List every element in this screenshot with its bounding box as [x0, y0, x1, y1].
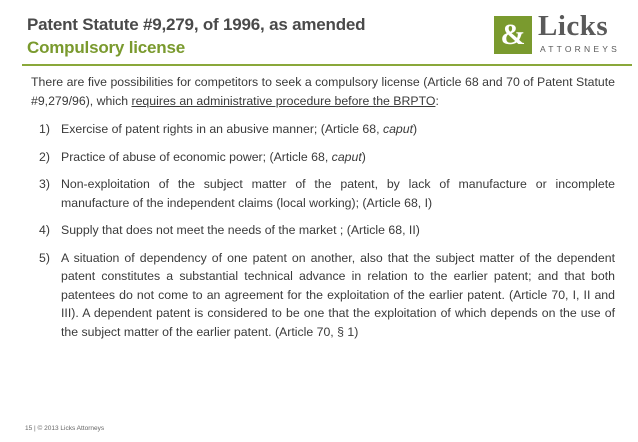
list-item-text: Supply that does not meet the needs of the market ; (Article 68, II): [61, 223, 420, 237]
title-divider: [22, 64, 632, 66]
list-item: [39, 120, 615, 139]
licks-logo: [494, 10, 628, 58]
intro-underlined-text: requires an administrative procedure before the BRPTO: [131, 94, 436, 108]
list-item-text: Practice of abuse of economic power; (Article 68,: [61, 149, 332, 164]
page-subtitle: Compulsory license: [27, 38, 185, 57]
list-item-number: 2): [39, 149, 50, 164]
slide-footer: 15 | © 2013 Licks Attorneys: [25, 425, 105, 432]
list-item-italic: caput: [331, 149, 362, 164]
list-item-number: 1): [39, 122, 50, 136]
ampersand-icon: &: [500, 18, 526, 51]
list-item-number: 3): [39, 177, 50, 191]
list-item: [39, 249, 615, 342]
list-item-text-end: ): [413, 122, 418, 136]
list-item-text: Exercise of patent rights in an abusive manner; (Article 68,: [61, 122, 383, 136]
list-item: [39, 175, 615, 212]
list-item-italic: caput: [382, 122, 414, 136]
list-item-number: 5): [39, 250, 50, 265]
possibilities-list: [39, 120, 615, 350]
list-item: [39, 221, 615, 240]
list-item-number: 4): [39, 223, 50, 237]
logo-name: Licks: [538, 10, 609, 42]
intro-paragraph: [31, 73, 615, 111]
list-item-text: A situation of dependency of one patent on another, also that the subject matter of the dependent patent constitutes a substantial technical advance in relation to the earlier patent; and that both patentees do not come to an agreement for the exploitation of the earlier patent. (Article 70, I, II and III). A dependent patent is considered to be one that the exploitation of which depends on the use of the subject matter of the earlier patent. (Article 70, § 1): [61, 250, 615, 339]
list-item-text-end: ): [361, 149, 366, 164]
list-item: [39, 148, 615, 167]
intro-text: There are five possibilities for competitors to seek a compulsory license (Article 68 and 70 of Patent Statute #9,279/96), which: [31, 75, 615, 108]
page-title: Patent Statute #9,279, of 1996, as amended: [27, 15, 366, 34]
intro-text-end: :: [435, 94, 439, 108]
logo-tagline: ATTORNEYS: [540, 44, 620, 54]
list-item-text: Non-exploitation of the subject matter of the patent, by lack of manufacture or incomplete manufacture of the independent claims (local working); (Article 68, I): [61, 177, 615, 210]
